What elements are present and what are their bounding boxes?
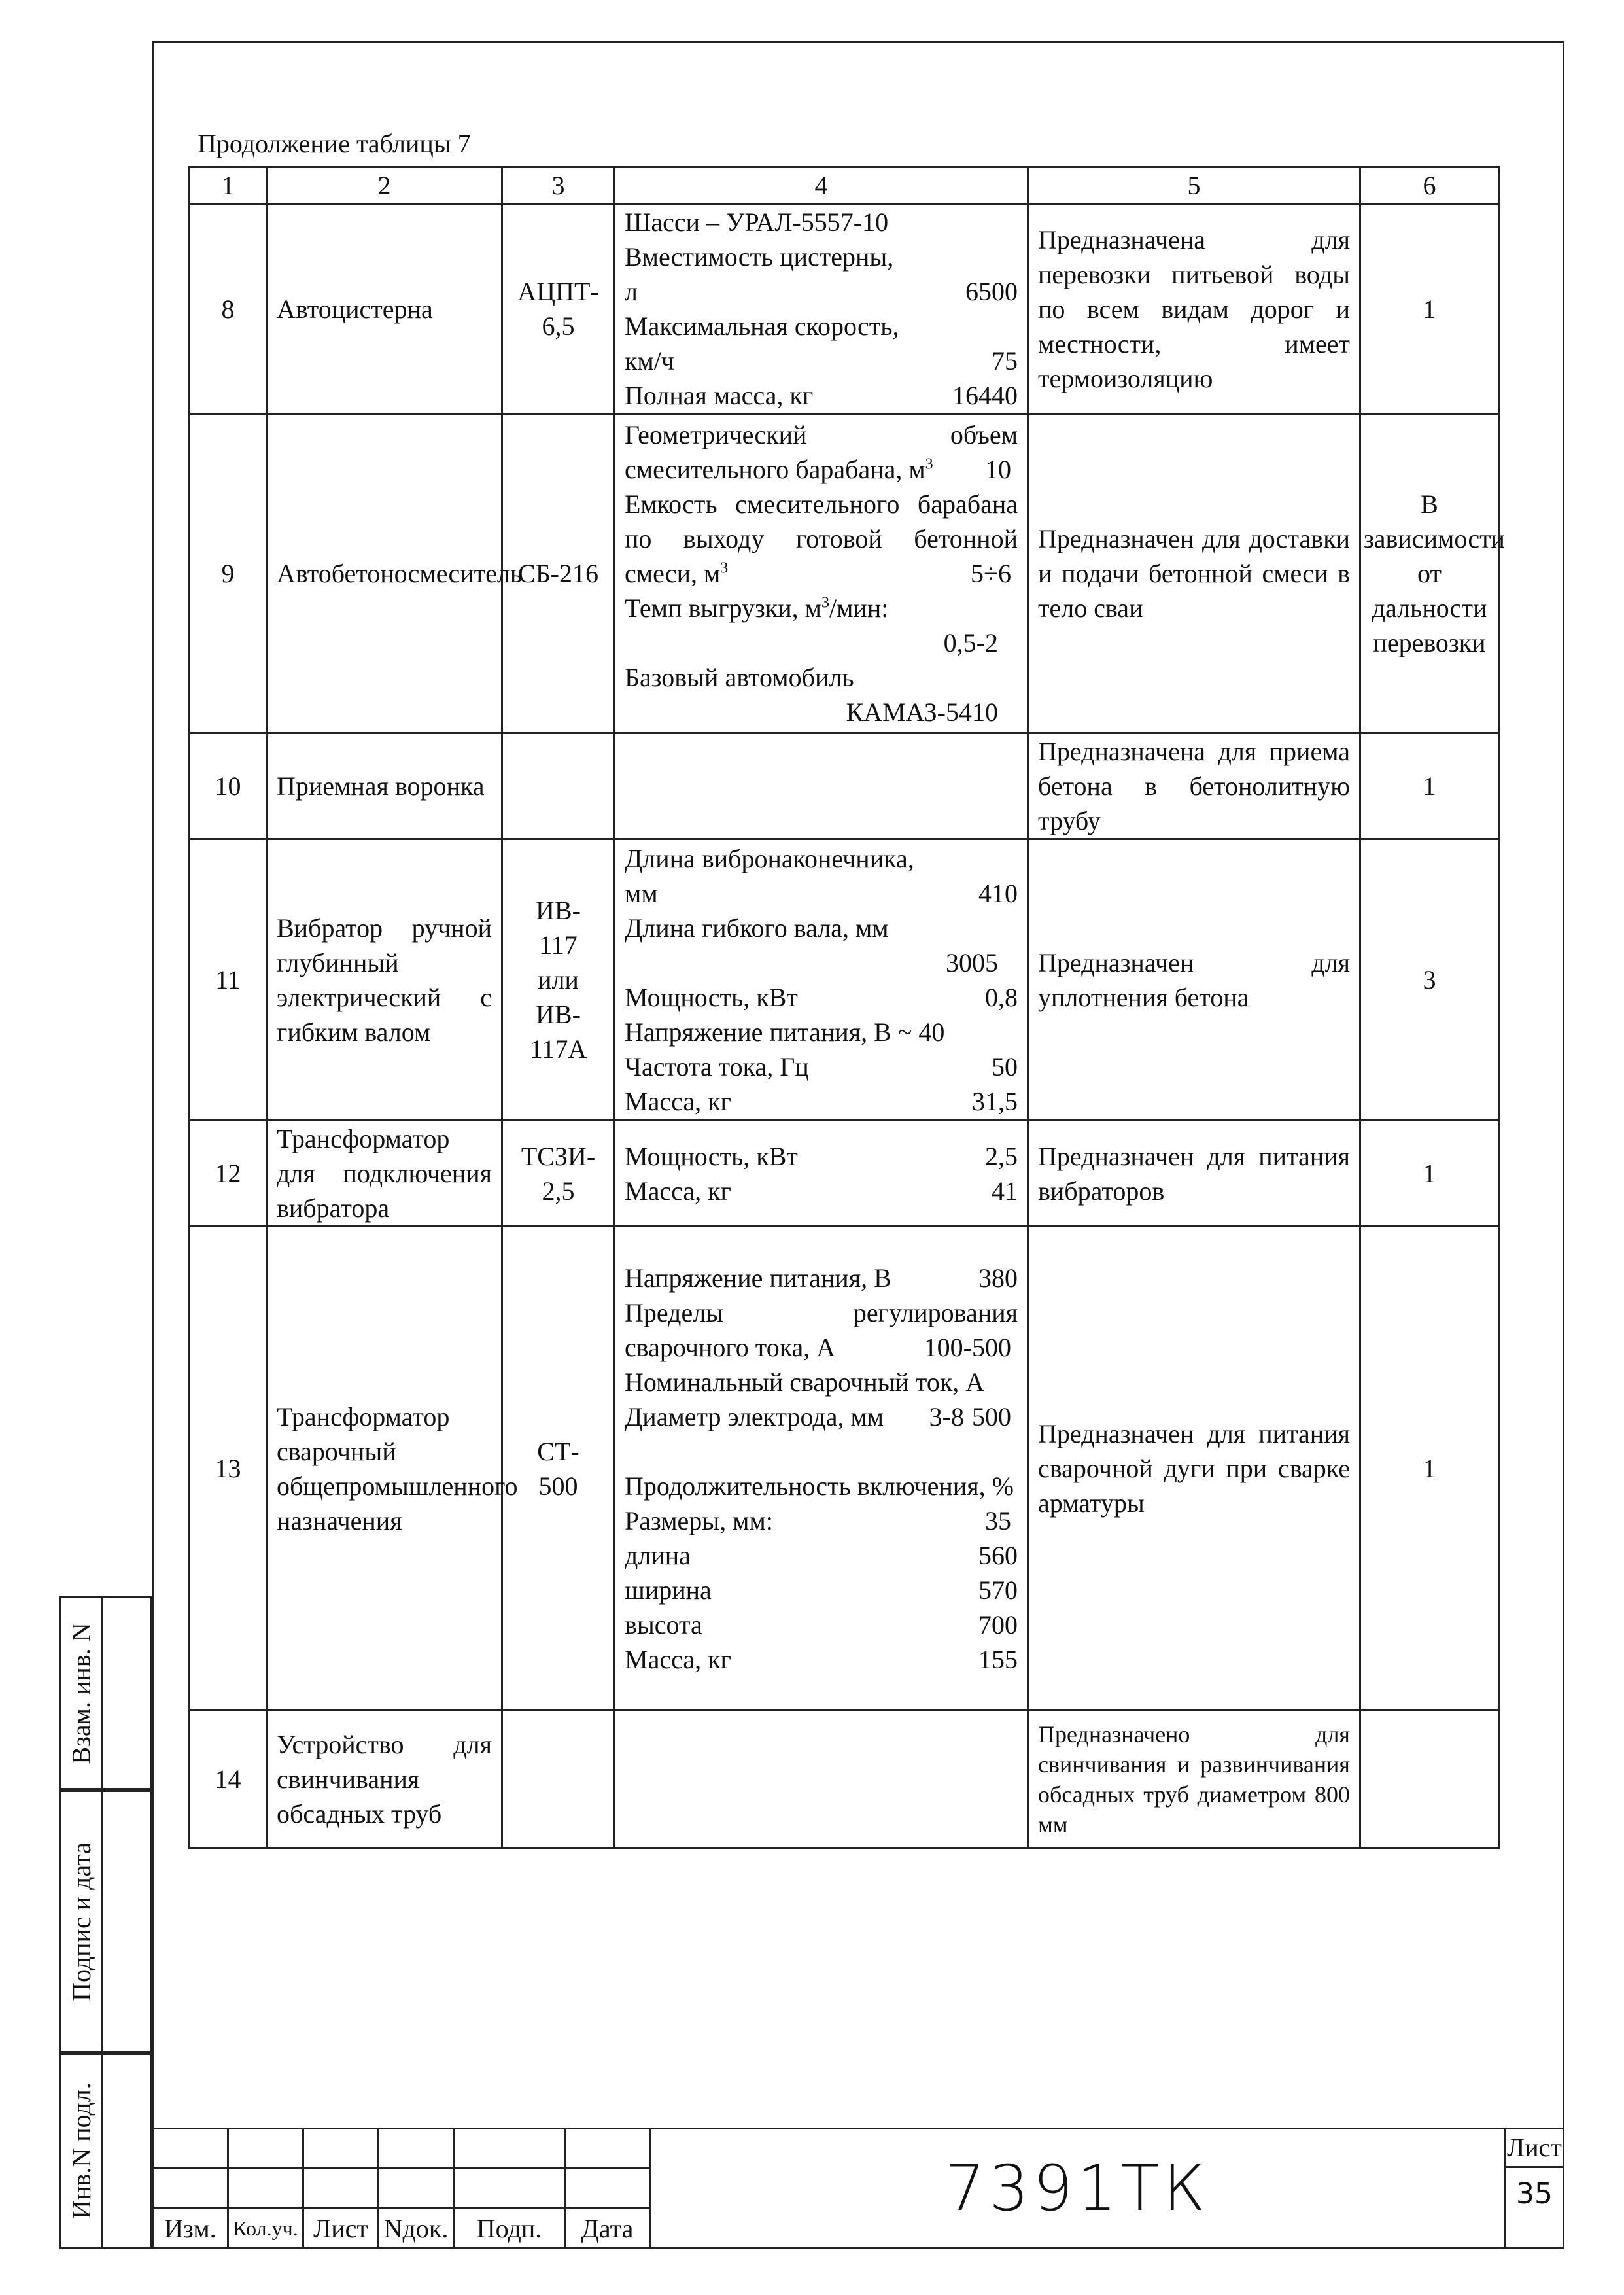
spec-text: Максимальная скорость, bbox=[625, 311, 899, 341]
spec-line bbox=[625, 660, 1018, 695]
spec-value: 500 bbox=[972, 1401, 1011, 1431]
spec-value: 0,5-2 bbox=[943, 628, 998, 657]
spec-text: Полная масса, кг bbox=[625, 381, 814, 410]
equipment-name: Автоцистерна bbox=[267, 204, 502, 414]
spec-line bbox=[625, 1261, 1018, 1295]
row-number: 10 bbox=[190, 733, 267, 839]
table-row bbox=[190, 204, 1499, 414]
spec-line bbox=[625, 1573, 1018, 1607]
spec-line bbox=[625, 1434, 1018, 1469]
equipment-model bbox=[502, 204, 615, 414]
header-cell: 2 bbox=[267, 167, 502, 204]
model-line: 117А bbox=[529, 1034, 587, 1064]
equipment-model bbox=[502, 1227, 615, 1711]
spec-text: л bbox=[625, 277, 638, 306]
equipment-model bbox=[502, 839, 615, 1121]
sheet-box bbox=[1504, 2128, 1564, 2249]
header-cell: 1 bbox=[190, 167, 267, 204]
specifications bbox=[615, 414, 1028, 733]
spec-label bbox=[625, 1503, 773, 1538]
spec-label bbox=[625, 239, 893, 274]
spec-text: Базовый автомобиль bbox=[625, 663, 854, 692]
spec-label bbox=[625, 1399, 884, 1434]
spec-label bbox=[625, 660, 854, 695]
spec-value: 570 bbox=[978, 1575, 1018, 1605]
row-number: 12 bbox=[190, 1121, 267, 1227]
model-line: или bbox=[538, 965, 579, 994]
revision-table bbox=[152, 2128, 651, 2249]
model-line: ТСЗИ- bbox=[521, 1141, 596, 1171]
spec-line bbox=[625, 487, 1018, 591]
spec-line bbox=[625, 378, 1018, 413]
row-number: 8 bbox=[190, 204, 267, 414]
spec-line bbox=[625, 1642, 1018, 1677]
model-line: 117 bbox=[539, 930, 578, 960]
spec-value: 41 bbox=[992, 1176, 1018, 1206]
revision-col-label: Изм. bbox=[153, 2209, 228, 2249]
equipment-model bbox=[502, 1711, 615, 1848]
equipment-purpose: Предназначена для приема бетона в бетонолитную трубу bbox=[1028, 733, 1360, 839]
spec-line bbox=[625, 1084, 1018, 1119]
spec-line bbox=[625, 695, 1018, 729]
spec-superscript: 3 bbox=[925, 455, 933, 473]
spec-label bbox=[625, 1084, 731, 1119]
spec-label bbox=[625, 591, 888, 625]
specifications bbox=[615, 1227, 1028, 1711]
table-row bbox=[190, 414, 1499, 733]
spec-label bbox=[625, 980, 798, 1015]
spec-text: Масса, кг bbox=[625, 1086, 731, 1116]
sheet-label: Лист bbox=[1506, 2129, 1563, 2168]
spec-value: 16440 bbox=[952, 381, 1018, 410]
equipment-model bbox=[502, 1121, 615, 1227]
spec-text: Напряжение питания, В bbox=[625, 1263, 891, 1293]
spec-text: Геометрический объем смесительного барабана, м bbox=[625, 420, 1018, 484]
model-line: ИВ- bbox=[536, 896, 581, 925]
side-stamp-vzam bbox=[59, 1596, 152, 1790]
document-code: 7391ТК bbox=[649, 2128, 1506, 2249]
spec-label bbox=[625, 274, 638, 309]
spec-line bbox=[625, 1139, 1018, 1174]
spec-text: Шасси – УРАЛ-5557-10 bbox=[625, 207, 889, 237]
spec-line bbox=[625, 343, 1018, 378]
spec-superscript: 3 bbox=[720, 559, 729, 577]
spec-value: 380 bbox=[978, 1263, 1018, 1293]
spec-text: /мин: bbox=[829, 593, 889, 623]
spec-text: Масса, кг bbox=[625, 1644, 731, 1674]
spec-line bbox=[625, 591, 1018, 625]
spec-line bbox=[625, 945, 1018, 980]
spec-text: Вместимость цистерны, bbox=[625, 242, 894, 272]
spec-value: 6500 bbox=[965, 277, 1018, 306]
equipment-quantity: 1 bbox=[1360, 1227, 1499, 1711]
spec-text: Размеры, мм: bbox=[625, 1505, 773, 1535]
header-cell: 6 bbox=[1360, 167, 1499, 204]
specifications bbox=[615, 733, 1028, 839]
spec-text: Емкость смесительного барабана по выходу готовой бетонной смеси, м bbox=[625, 489, 1018, 588]
header-cell: 4 bbox=[615, 167, 1028, 204]
side-stamp-inv bbox=[59, 2053, 152, 2249]
row-number: 13 bbox=[190, 1227, 267, 1711]
spec-value: 155 bbox=[978, 1644, 1018, 1674]
spec-value: 5÷6 bbox=[971, 559, 1011, 588]
side-label: Взам. инв. N bbox=[66, 1622, 96, 1764]
spec-line bbox=[625, 1538, 1018, 1573]
row-number: 14 bbox=[190, 1711, 267, 1848]
spec-text: Масса, кг bbox=[625, 1176, 731, 1206]
spec-text: ширина bbox=[625, 1575, 712, 1605]
revision-col-label: Лист bbox=[303, 2209, 379, 2249]
header-cell: 3 bbox=[502, 167, 615, 204]
spec-line bbox=[625, 274, 1018, 309]
model-line: ИВ- bbox=[536, 1000, 581, 1029]
revision-col-label: Кол.уч. bbox=[228, 2209, 303, 2249]
spec-label bbox=[625, 1139, 798, 1174]
equipment-purpose: Предназначен для доставки и подачи бетонной смеси в тело сваи bbox=[1028, 414, 1360, 733]
spec-line bbox=[625, 876, 1018, 911]
spec-value: 2,5 bbox=[985, 1141, 1018, 1171]
specifications bbox=[615, 1711, 1028, 1848]
spec-value: 31,5 bbox=[972, 1086, 1018, 1116]
table-row bbox=[190, 1227, 1499, 1711]
revision-col-label: Дата bbox=[565, 2209, 650, 2249]
spec-label bbox=[625, 1261, 891, 1295]
model-line: 2,5 bbox=[542, 1176, 575, 1206]
side-label: Подпис и дата bbox=[66, 1842, 96, 2001]
side-stamp-podpis bbox=[59, 1790, 152, 2053]
model-line: СБ-216 bbox=[518, 559, 598, 588]
spec-superscript: 3 bbox=[821, 594, 829, 612]
table-row bbox=[190, 1121, 1499, 1227]
row-number: 11 bbox=[190, 839, 267, 1121]
revision-header-row bbox=[153, 2209, 650, 2249]
equipment-table bbox=[188, 166, 1505, 1849]
revision-col-label: Подп. bbox=[454, 2209, 565, 2249]
equipment-purpose: Предназначена для перевозки питьевой воды по всем видам дорог и местности, имеет термоизоляцию bbox=[1028, 204, 1360, 414]
spec-text: Продолжительность включения, % bbox=[625, 1471, 1014, 1501]
revision-col-label: Nдок. bbox=[379, 2209, 454, 2249]
side-label: Инв.N подл. bbox=[66, 2082, 96, 2219]
spec-text: Мощность, кВт bbox=[625, 1141, 798, 1171]
equipment-purpose: Предназначен для питания сварочной дуги при сварке арматуры bbox=[1028, 1227, 1360, 1711]
spec-text: Длина гибкого вала, мм bbox=[625, 913, 889, 943]
spec-label bbox=[625, 1607, 702, 1642]
spec-line bbox=[625, 841, 1018, 876]
specifications bbox=[615, 1121, 1028, 1227]
spec-line bbox=[625, 1503, 977, 1538]
spec-value: 10 bbox=[985, 455, 1011, 484]
equipment-quantity: 1 bbox=[1360, 204, 1499, 414]
spec-value: КАМАЗ-5410 bbox=[846, 697, 998, 727]
spec-text: км/ч bbox=[625, 346, 674, 376]
spec-text: Диаметр электрода, мм bbox=[625, 1401, 884, 1431]
spec-line bbox=[625, 239, 1018, 274]
spec-line bbox=[625, 1607, 1018, 1642]
equipment-quantity: 1 bbox=[1360, 733, 1499, 839]
spec-value: 0,8 bbox=[985, 982, 1018, 1012]
table-header-row bbox=[190, 167, 1499, 204]
specifications bbox=[615, 839, 1028, 1121]
spec-value: 410 bbox=[978, 878, 1018, 908]
spec-line bbox=[625, 417, 1018, 487]
spec-label bbox=[625, 420, 1018, 484]
spec-label bbox=[625, 1015, 944, 1049]
model-line: АЦПТ- bbox=[517, 277, 599, 306]
spec-text: мм bbox=[625, 878, 658, 908]
model-line: 6,5 bbox=[542, 311, 575, 341]
row-number: 9 bbox=[190, 414, 267, 733]
spec-text: Номинальный сварочный ток, А bbox=[625, 1367, 985, 1397]
equipment-name: Устройство для свинчивания обсадных труб bbox=[267, 1711, 502, 1848]
spec-value: 560 bbox=[978, 1540, 1018, 1570]
header-cell: 5 bbox=[1028, 167, 1360, 204]
model-line: СТ- bbox=[537, 1436, 579, 1466]
spec-line bbox=[625, 625, 1018, 660]
table-row bbox=[190, 839, 1499, 1121]
table-row bbox=[190, 733, 1499, 839]
spec-label bbox=[625, 1538, 691, 1573]
spec-label bbox=[625, 205, 888, 239]
equipment-purpose: Предназначен для уплотнения бетона bbox=[1028, 839, 1360, 1121]
spec-line bbox=[625, 1015, 1018, 1049]
spec-text: Пределы регулирования сварочного тока, А bbox=[625, 1297, 1018, 1362]
equipment-model bbox=[502, 414, 615, 733]
table-caption: Продолжение таблицы 7 bbox=[198, 129, 471, 158]
equipment-model bbox=[502, 733, 615, 839]
spec-label bbox=[625, 876, 658, 911]
spec-line bbox=[625, 205, 1018, 239]
equipment-name: Приемная воронка bbox=[267, 733, 502, 839]
spec-value: 700 bbox=[978, 1609, 1018, 1639]
spec-label bbox=[625, 1298, 1018, 1362]
spec-value: 75 bbox=[992, 346, 1018, 376]
spec-label bbox=[625, 911, 889, 945]
spec-text: Длина вибронаконечника, bbox=[625, 843, 914, 873]
table-row bbox=[190, 1711, 1499, 1848]
equipment-name: Автобетоносмеситель bbox=[267, 414, 502, 733]
spec-value: 50 bbox=[992, 1051, 1018, 1081]
equipment-quantity bbox=[1360, 1711, 1499, 1848]
equipment-name: Трансформатор сварочный общепромышленного назначения bbox=[267, 1227, 502, 1711]
spec-label bbox=[625, 1573, 712, 1607]
spec-label bbox=[625, 343, 674, 378]
spec-line bbox=[625, 309, 1018, 343]
sheet-number: 35 bbox=[1516, 2177, 1553, 2211]
equipment-purpose: Предназначен для питания вибраторов bbox=[1028, 1121, 1360, 1227]
model-line: 500 bbox=[538, 1471, 578, 1501]
spec-label bbox=[625, 309, 899, 343]
spec-value: 100-500 bbox=[924, 1332, 1011, 1362]
spec-label bbox=[625, 489, 1018, 588]
spec-text: высота bbox=[625, 1609, 702, 1639]
spec-text: Мощность, кВт bbox=[625, 982, 798, 1012]
equipment-name: Вибратор ручной глубинный электрический с гибким валом bbox=[267, 839, 502, 1121]
equipment-quantity: 1 bbox=[1360, 1121, 1499, 1227]
equipment-name: Трансформатор для подключения вибратора bbox=[267, 1121, 502, 1227]
spec-text: Напряжение питания, В ~ 40 bbox=[625, 1017, 945, 1047]
spec-text: Частота тока, Гц bbox=[625, 1051, 809, 1081]
spec-value: 3-8 bbox=[929, 1401, 964, 1431]
equipment-purpose: Предназначено для свинчивания и развинчивания обсадных труб диаметром 800 мм bbox=[1028, 1711, 1360, 1848]
spec-line bbox=[625, 980, 1018, 1015]
spec-line bbox=[625, 1295, 1018, 1365]
spec-text: Темп выгрузки, м bbox=[625, 593, 821, 623]
spec-label bbox=[625, 1049, 809, 1084]
spec-label bbox=[625, 378, 813, 413]
spec-label bbox=[625, 841, 914, 876]
spec-label bbox=[625, 1174, 731, 1208]
equipment-quantity: В зависимости от дальности перевозки bbox=[1360, 414, 1499, 733]
equipment-quantity: 3 bbox=[1360, 839, 1499, 1121]
spec-label bbox=[625, 1642, 731, 1677]
spec-line bbox=[625, 911, 1018, 945]
spec-value: 3005 bbox=[946, 947, 998, 977]
specifications bbox=[615, 204, 1028, 414]
spec-line bbox=[625, 1049, 1018, 1084]
spec-line bbox=[625, 1174, 1018, 1208]
spec-value: 35 bbox=[985, 1505, 1011, 1535]
spec-line bbox=[625, 1399, 964, 1434]
spec-text: длина bbox=[625, 1540, 691, 1570]
